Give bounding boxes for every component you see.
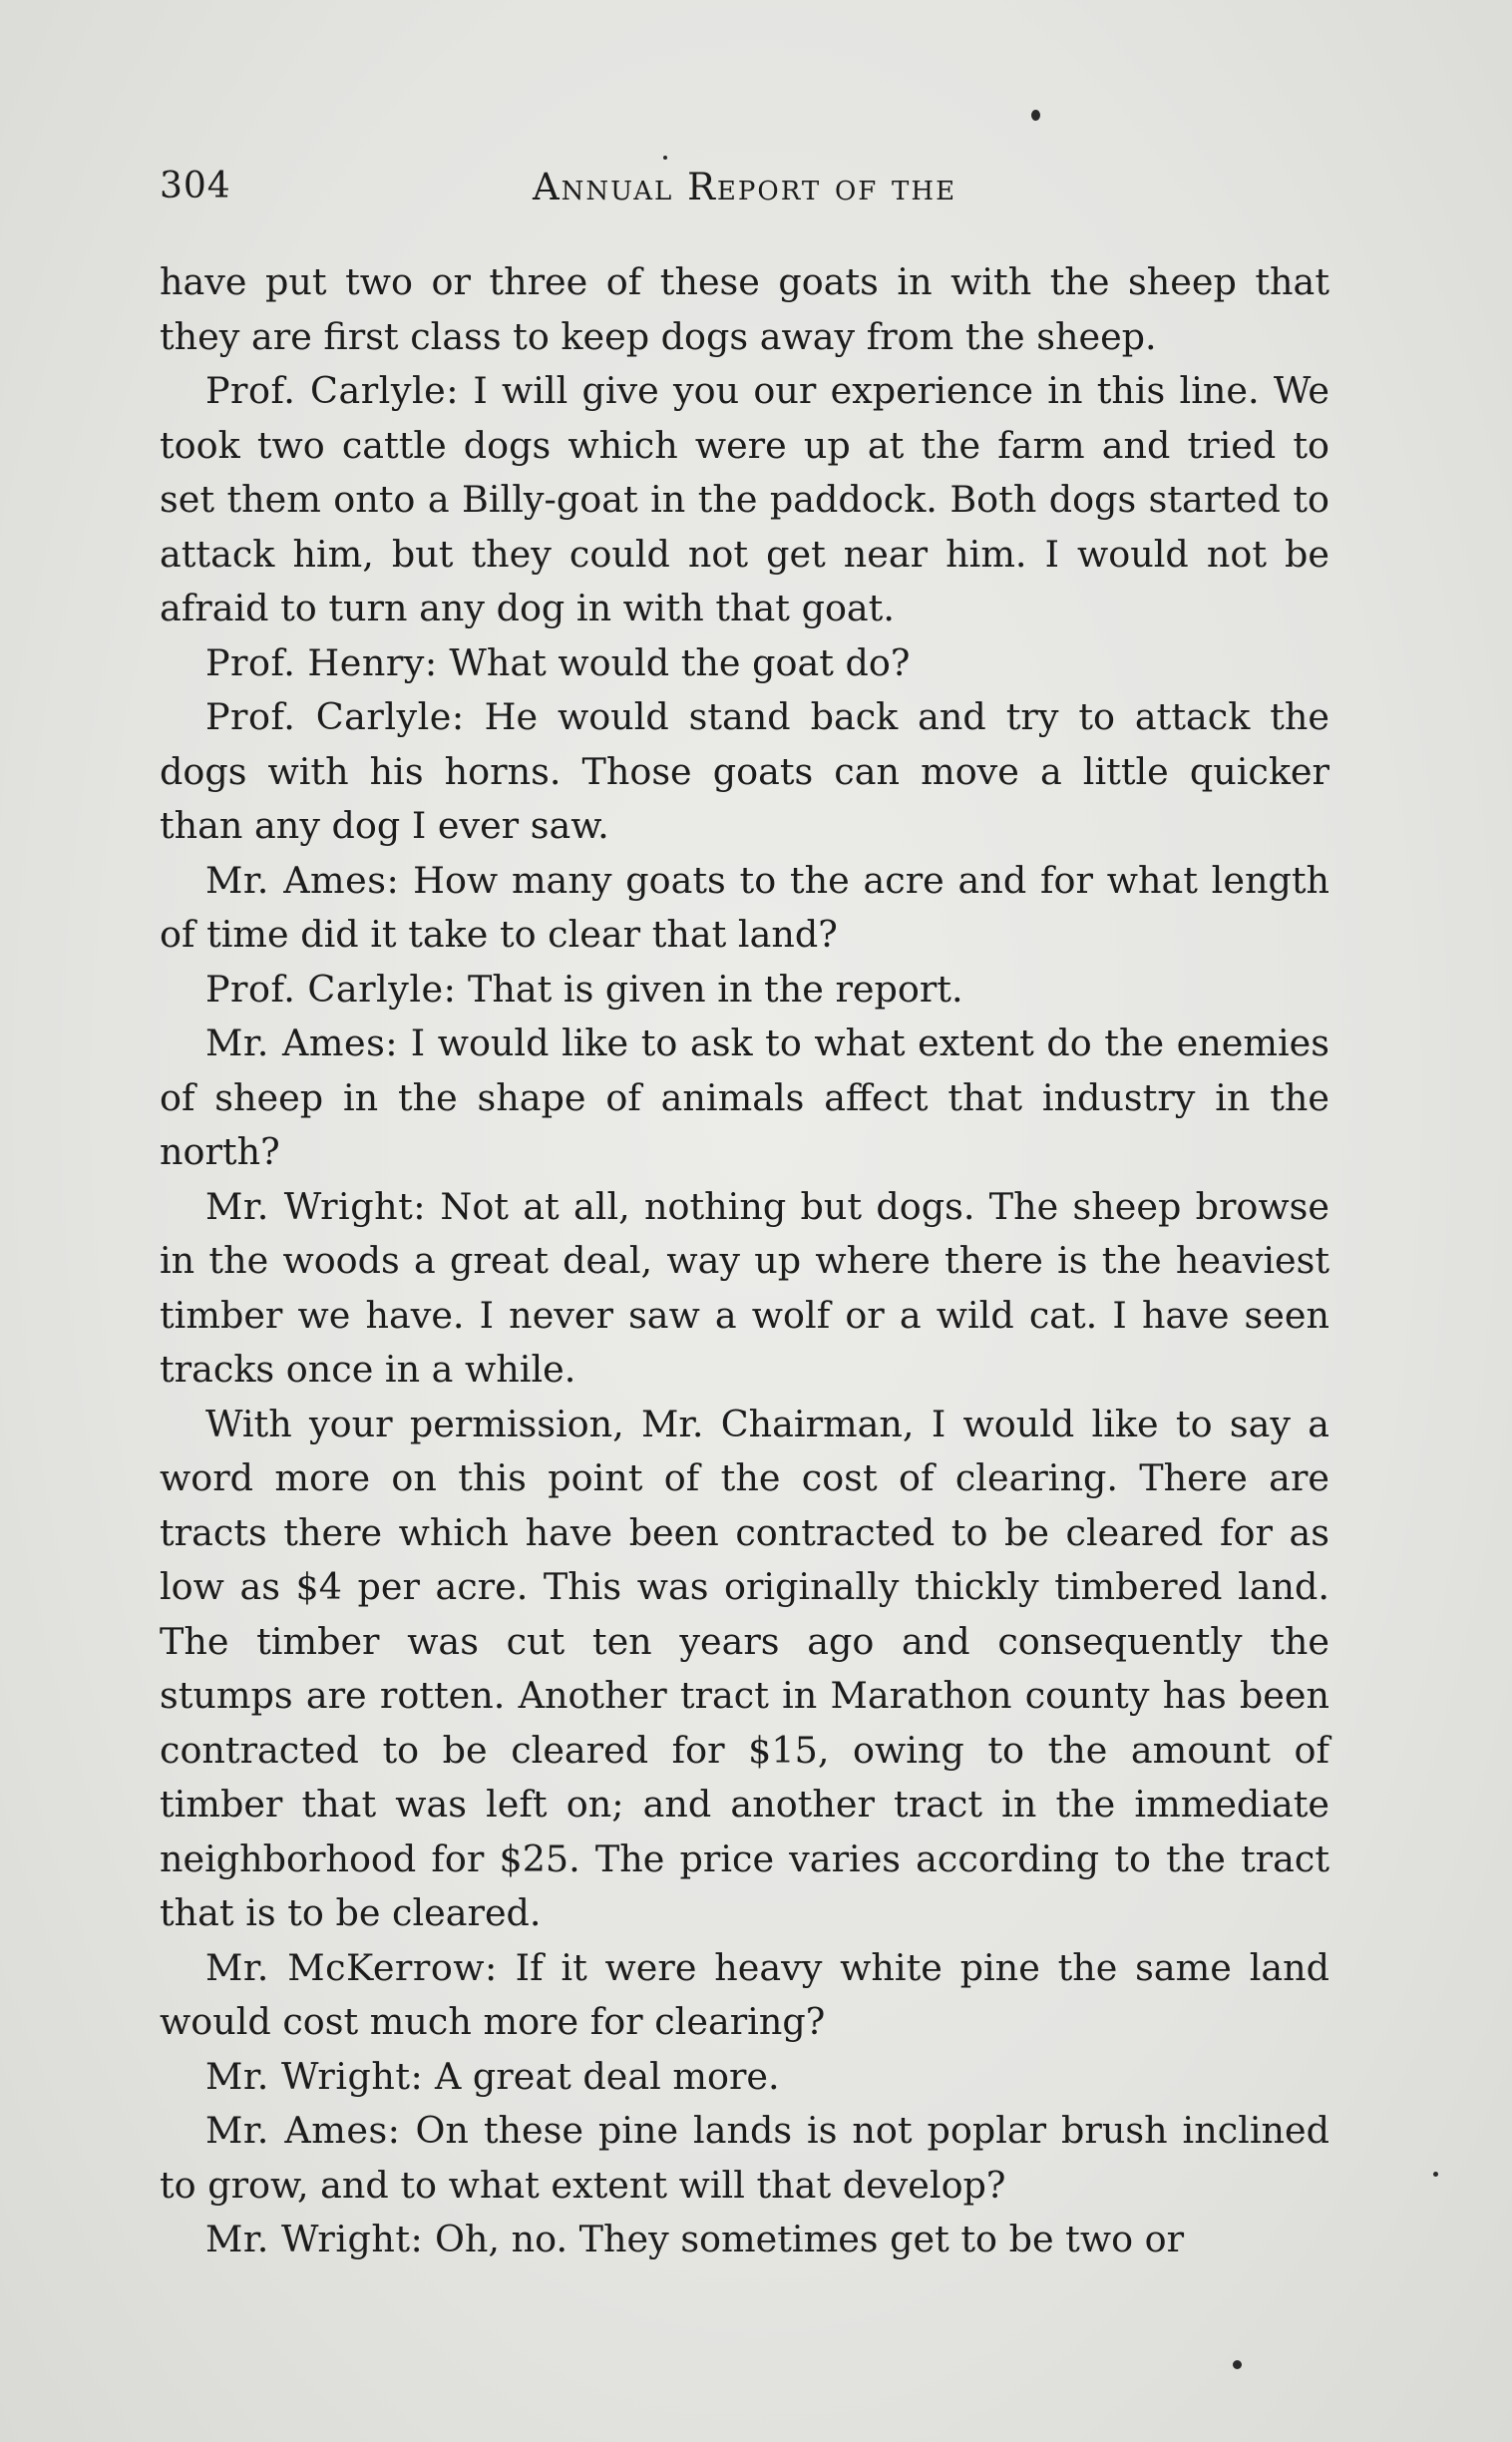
ink-speck xyxy=(1031,110,1040,121)
running-title: Annual Report of the xyxy=(532,166,957,208)
paragraph xyxy=(160,854,1329,963)
paragraph-text: If it were heavy white pine the same land would cost much more for clearing? xyxy=(160,1945,1329,2043)
paragraph-text: He would stand back and try to attack the dogs with his horns. Those goats can move a little quicker than any dog I ever saw. xyxy=(160,695,1329,847)
paragraph xyxy=(160,690,1329,854)
speaker-label: Mr. Ames: xyxy=(205,858,400,902)
ink-speck xyxy=(1233,2360,1242,2369)
speaker-label: Prof. Carlyle: xyxy=(205,695,465,738)
ink-speck xyxy=(663,156,667,160)
paragraph xyxy=(160,255,1329,364)
body-text xyxy=(160,255,1329,2267)
paragraph-text: Oh, no. They sometimes get to be two or xyxy=(434,2218,1185,2260)
paragraph-text: A great deal more. xyxy=(434,2054,780,2098)
speaker-label: Mr. Wright: xyxy=(205,2218,424,2260)
paragraph xyxy=(160,364,1329,636)
speaker-label: Prof. Henry: xyxy=(205,640,438,684)
paragraph xyxy=(160,1941,1329,2050)
paragraph xyxy=(160,963,1329,1018)
paragraph-text: How many goats to the acre and for what length of time did it take to clear that land? xyxy=(160,858,1329,956)
page-number: 304 xyxy=(160,166,231,206)
speaker-label: Mr. Wright: xyxy=(205,1184,427,1228)
paragraph xyxy=(160,2104,1329,2213)
paragraph xyxy=(160,1180,1329,1398)
speaker-label: Mr. McKerrow: xyxy=(205,1945,498,1989)
page-header xyxy=(160,166,1329,225)
paragraph-text: That is given in the report. xyxy=(468,967,963,1011)
paragraph-text: have put two or three of these goats in with the sheep that they are first class to keep dogs away from the sheep. xyxy=(160,260,1329,358)
paragraph-text: I would like to ask to what extent do the enemies of sheep in the shape of animals affect that industry in the north? xyxy=(160,1021,1329,1173)
paragraph xyxy=(160,636,1329,691)
speaker-label: Prof. Carlyle: xyxy=(205,369,460,412)
paragraph xyxy=(160,2050,1329,2105)
paragraph-text: Not at all, nothing but dogs. The sheep browse in the woods a great deal, way up where there is the heaviest timber we have. I never saw a wolf or a wild cat. I have seen tracks once in a while. xyxy=(160,1184,1329,1391)
speaker-label: Prof. Carlyle: xyxy=(205,967,457,1011)
paragraph xyxy=(160,1398,1329,1941)
paragraph-text: I will give you our experience in this line. We took two cattle dogs which were up at the farm and tried to set them onto a Billy-goat in the paddock. Both dogs started to attack him, but they could not get near him. I would not be afraid to turn any dog in with that goat. xyxy=(160,369,1329,629)
speaker-label: Mr. Ames: xyxy=(205,1021,399,1064)
paragraph-text: On these pine lands is not poplar brush inclined to grow, and to what extent will that develop? xyxy=(160,2109,1330,2207)
ink-speck xyxy=(1433,2172,1438,2177)
paragraph xyxy=(160,1017,1329,1180)
speaker-label: Mr. Ames: xyxy=(205,2109,401,2152)
paragraph-text: What would the goat do? xyxy=(449,640,911,684)
speaker-label: Mr. Wright: xyxy=(205,2054,424,2098)
paragraph xyxy=(160,2213,1329,2267)
paragraph-text: With your permission, Mr. Chairman, I would like to say a word more on this point of the cost of clearing. There are tracts there which have been contracted to be cleared for as low as $4 per acre. This was originally thickly timbered land. The timber was cut ten years ago and consequently the stumps are rotten. Another tract in Marathon county has been contracted to be cleared for $15, owing to the amount of timber that was left on; and another tract in the immediate neighborhood for $25. The price varies according to the tract that is to be cleared. xyxy=(160,1402,1329,1934)
